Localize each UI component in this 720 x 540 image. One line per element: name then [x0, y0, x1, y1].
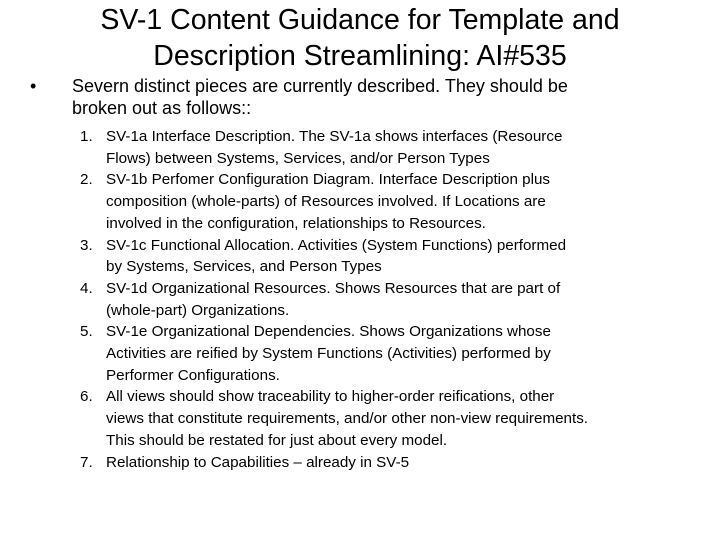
list-item-line: (whole-part) Organizations.	[106, 301, 290, 319]
list-item-number: 1.	[80, 128, 93, 145]
list-item	[80, 321, 710, 386]
list-item-line: SV-1a Interface Description. The SV-1a shows interfaces (Resource	[106, 128, 563, 145]
slide-title-line-2: Description Streamlining: AI#535	[153, 40, 567, 72]
list-item-number: 5.	[80, 323, 93, 341]
list-item-line: All views should show traceability to higher-order reifications, other	[106, 388, 555, 406]
slide-title	[0, 2, 720, 74]
list-item	[80, 386, 710, 451]
list-item-line: Performer Configurations.	[106, 366, 280, 384]
list-item-line: Flows) between Systems, Services, and/or Person Types	[106, 149, 490, 167]
list-item-line: SV-1b Perfomer Configuration Diagram. Interface Description plus	[106, 171, 551, 189]
list-item-line: composition (whole-parts) of Resources involved. If Locations are	[106, 193, 546, 211]
list-item-number: 4.	[80, 279, 93, 297]
numbered-list	[80, 126, 710, 473]
list-item-line: SV-1c Functional Allocation. Activities (System Functions) performed	[106, 236, 567, 254]
list-item-line: SV-1e Organizational Dependencies. Shows Organizations whose	[106, 323, 551, 341]
list-item-line: views that constitute requirements, and/or other non-view requirements.	[106, 410, 589, 428]
list-item-line: involved in the configuration, relationships to Resources.	[106, 214, 486, 232]
list-item-line: SV-1d Organizational Resources. Shows Resources that are part of	[106, 279, 561, 297]
list-item-number: 7.	[80, 453, 93, 471]
list-item	[80, 126, 710, 169]
list-item-number: 6.	[80, 388, 93, 406]
bullet-text	[72, 75, 702, 119]
bullet-text-line-2: broken out as follows::	[72, 98, 252, 118]
list-item	[80, 278, 710, 321]
list-item	[80, 452, 710, 474]
list-item-line: Relationship to Capabilities – already in SV-5	[106, 453, 410, 471]
bullet-marker: •	[30, 76, 37, 96]
list-item	[80, 235, 710, 278]
slide-title-line-1: SV-1 Content Guidance for Template and	[100, 4, 620, 36]
list-item	[80, 169, 710, 234]
list-item-number: 3.	[80, 236, 93, 254]
list-item-number: 2.	[80, 171, 93, 189]
list-item-line: This should be restated for just about every model.	[106, 431, 448, 449]
list-item-line: by Systems, Services, and Person Types	[106, 258, 382, 276]
list-item-line: Activities are reified by System Functions (Activities) performed by	[106, 345, 551, 363]
bullet-text-line-1: Severn distinct pieces are currently described. They should be	[72, 76, 568, 96]
